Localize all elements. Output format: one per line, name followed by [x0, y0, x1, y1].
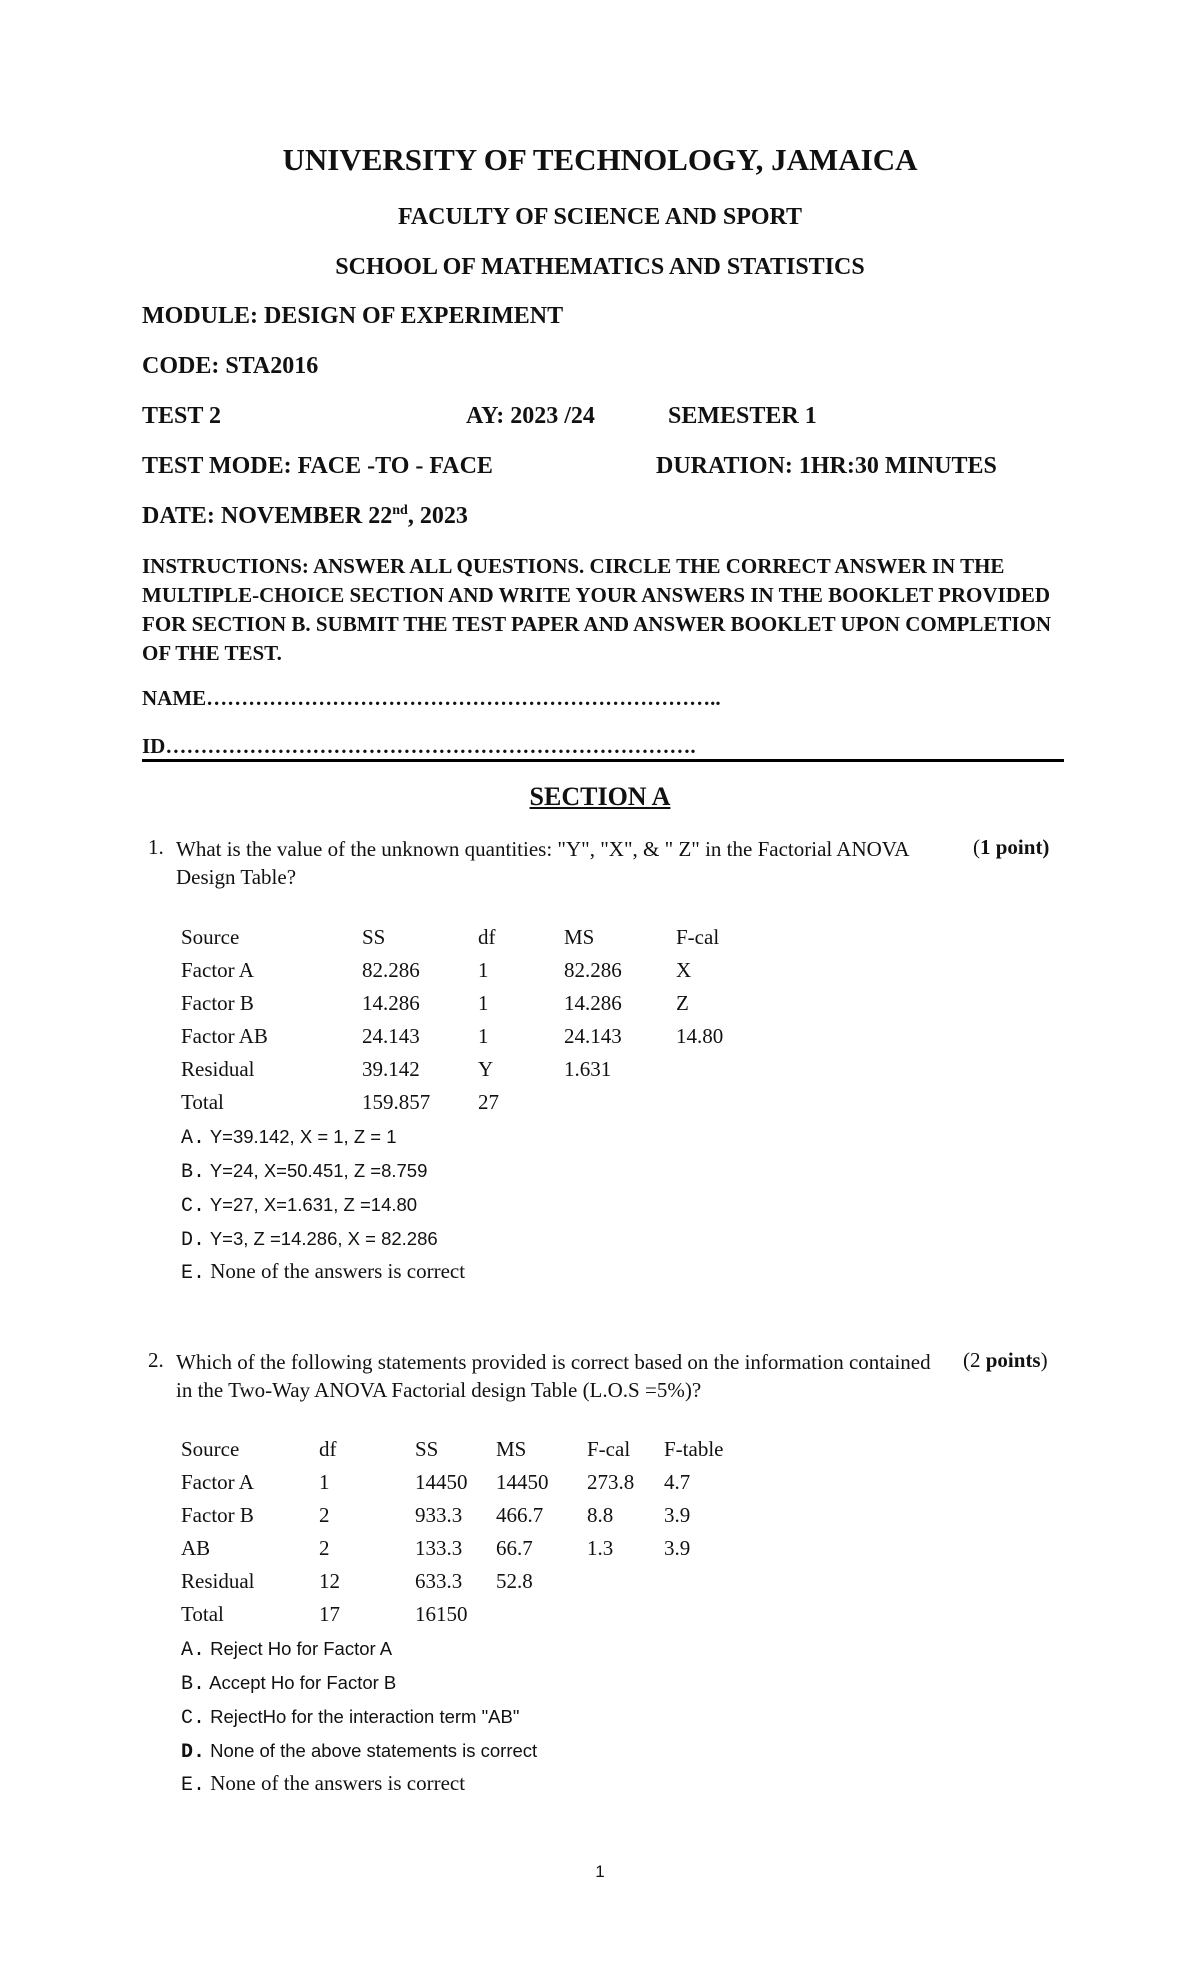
university-title: UNIVERSITY OF TECHNOLOGY, JAMAICA — [282, 142, 918, 177]
q2-option-e[interactable] — [181, 1771, 465, 1797]
q1-cell: 14.286 — [564, 991, 622, 1015]
q2-cell: 2 — [319, 1536, 330, 1560]
option-text: Y=3, Z =14.286, X = 82.286 — [209, 1228, 438, 1249]
school-title: SCHOOL OF MATHEMATICS AND STATISTICS — [335, 254, 865, 280]
q2-cell: Factor B — [181, 1503, 254, 1527]
option-letter: B. — [181, 1673, 206, 1696]
q2-cell: 933.3 — [415, 1503, 463, 1527]
q1-text: What is the value of the unknown quantities: "Y", "X", & " Z" in the Factorial ANOVA Design Table? — [176, 837, 909, 889]
q1-cell: 159.857 — [362, 1090, 431, 1114]
option-letter: E. — [181, 1262, 206, 1285]
q2-option-a[interactable] — [181, 1638, 392, 1662]
q2-th-source: Source — [181, 1437, 240, 1461]
q2-points-value: points — [985, 1348, 1041, 1372]
q2-number: 2. — [148, 1348, 164, 1372]
q1-cell: Factor B — [181, 991, 254, 1015]
header-divider — [142, 759, 1064, 762]
q2-cell: Factor A — [181, 1470, 254, 1494]
q1-cell: 1.631 — [564, 1057, 612, 1081]
q2-points-close: ) — [1040, 1348, 1048, 1372]
q1-cell: Z — [676, 991, 689, 1015]
option-letter: A. — [181, 1127, 206, 1150]
test-mode: TEST MODE: FACE -TO - FACE — [142, 453, 493, 479]
id-field[interactable]: ID…………………………………………………………………. — [142, 734, 696, 758]
option-text: Accept Ho for Factor B — [209, 1672, 397, 1693]
q2-cell: 3.9 — [664, 1503, 691, 1527]
name-field[interactable]: NAME……………………………………………………………….. — [142, 686, 721, 710]
option-text: None of the above statements is correct — [210, 1740, 538, 1761]
q2-cell: 2 — [319, 1503, 330, 1527]
option-letter: B. — [181, 1161, 206, 1184]
option-text: None of the answers is correct — [210, 1259, 466, 1283]
q2-cell: 14450 — [415, 1470, 468, 1494]
q2-cell: 66.7 — [496, 1536, 533, 1560]
option-letter: E. — [181, 1774, 206, 1797]
instructions: INSTRUCTIONS: ANSWER ALL QUESTIONS. CIRCLE THE CORRECT ANSWER IN THE MULTIPLE-CHOICE SECTION AND WRITE YOUR ANSWERS IN THE BOOKLET PROVIDED FOR SECTION B. SUBMIT THE TEST PAPER AND ANSWER BOOKLET UPON COMPLETION OF THE TEST. — [142, 554, 1052, 665]
q1-cell: 24.143 — [362, 1024, 420, 1048]
q1-cell: 82.286 — [362, 958, 420, 982]
q2-th-ms: MS — [496, 1437, 527, 1461]
duration: DURATION: 1HR:30 MINUTES — [656, 453, 997, 479]
q2-cell: 4.7 — [664, 1470, 691, 1494]
q1-option-d[interactable] — [181, 1228, 438, 1252]
q2-points-open: (2 — [963, 1348, 986, 1372]
q2-cell: 466.7 — [496, 1503, 544, 1527]
q2-cell: 1.3 — [587, 1536, 614, 1560]
option-text: None of the answers is correct — [210, 1771, 466, 1795]
q2-cell: 3.9 — [664, 1536, 691, 1560]
q2-option-b[interactable] — [181, 1672, 396, 1696]
q1-cell: 14.80 — [676, 1024, 724, 1048]
q2-th-df: df — [319, 1437, 337, 1461]
option-text: Y=24, X=50.451, Z =8.759 — [209, 1160, 428, 1181]
q1-option-b[interactable] — [181, 1160, 427, 1184]
test-number: TEST 2 — [142, 403, 221, 429]
q1-th-ms: MS — [564, 925, 595, 949]
q1-cell: Factor AB — [181, 1024, 268, 1048]
q1-cell: X — [676, 958, 692, 982]
q2-th-ftable: F-table — [664, 1437, 724, 1461]
q1-th-df: df — [478, 925, 496, 949]
q1-th-fcal: F-cal — [676, 925, 720, 949]
option-letter: A. — [181, 1639, 206, 1662]
q2-points — [963, 1348, 1048, 1373]
option-letter: C. — [181, 1195, 206, 1218]
q1-cell: 1 — [478, 991, 489, 1015]
q2-option-c[interactable] — [181, 1706, 519, 1730]
q1-option-a[interactable] — [181, 1126, 397, 1150]
section-title: SECTION A — [529, 782, 671, 811]
q2-cell: 1 — [319, 1470, 330, 1494]
q1-th-ss: SS — [362, 925, 386, 949]
date-superscript: nd — [392, 503, 408, 518]
semester: SEMESTER 1 — [668, 403, 817, 429]
test-date — [142, 503, 468, 530]
option-text: RejectHo for the interaction term "AB" — [210, 1706, 520, 1727]
q2-cell: 12 — [319, 1569, 340, 1593]
code-line: CODE: STA2016 — [142, 353, 319, 379]
q2-cell: 52.8 — [496, 1569, 533, 1593]
option-text: Y=27, X=1.631, Z =14.80 — [209, 1194, 418, 1215]
q2-cell: 17 — [319, 1602, 340, 1626]
q1-cell: 14.286 — [362, 991, 420, 1015]
date-year: , 2023 — [407, 503, 468, 529]
q1-cell: 24.143 — [564, 1024, 622, 1048]
q2-cell: 8.8 — [587, 1503, 614, 1527]
q2-cell: AB — [181, 1536, 211, 1560]
q1-cell: Factor A — [181, 958, 254, 982]
q1-cell: 1 — [478, 1024, 489, 1048]
q2-option-d[interactable] — [181, 1740, 537, 1764]
q2-cell: 14450 — [496, 1470, 549, 1494]
option-letter: C. — [181, 1707, 206, 1730]
page-number: 1 — [595, 1862, 605, 1881]
academic-year: AY: 2023 /24 — [466, 403, 595, 429]
q1-option-c[interactable] — [181, 1194, 417, 1218]
q1-points-open: ( — [973, 835, 980, 859]
q1-number: 1. — [148, 835, 164, 859]
option-letter: D. — [181, 1229, 206, 1252]
faculty-title: FACULTY OF SCIENCE AND SPORT — [397, 204, 803, 230]
q1-cell: 27 — [478, 1090, 499, 1114]
option-text: Reject Ho for Factor A — [210, 1638, 393, 1659]
date-text: DATE: NOVEMBER 22 — [142, 503, 393, 529]
q2-cell: 133.3 — [415, 1536, 463, 1560]
q1-cell: 1 — [478, 958, 489, 982]
option-text: Y=39.142, X = 1, Z = 1 — [209, 1126, 397, 1147]
q2-cell: 273.8 — [587, 1470, 635, 1494]
q1-cell: 82.286 — [564, 958, 622, 982]
q2-th-fcal: F-cal — [587, 1437, 631, 1461]
q2-text: Which of the following statements provided is correct based on the information contained in the Two-Way ANOVA Factorial design Table (L.O.S =5%)? — [176, 1350, 931, 1402]
q1-cell: 39.142 — [362, 1057, 420, 1081]
q1-th-source: Source — [181, 925, 240, 949]
q1-points-value: 1 point) — [980, 835, 1050, 859]
q2-cell: Total — [181, 1602, 224, 1626]
q1-cell: Total — [181, 1090, 224, 1114]
q2-cell: Residual — [181, 1569, 255, 1593]
q2-cell: 633.3 — [415, 1569, 463, 1593]
module-line: MODULE: DESIGN OF EXPERIMENT — [142, 303, 564, 329]
q1-points — [973, 835, 1049, 860]
q1-cell: Y — [478, 1057, 494, 1081]
q1-cell: Residual — [181, 1057, 255, 1081]
q1-option-e[interactable] — [181, 1259, 465, 1285]
option-letter: D. — [181, 1741, 206, 1764]
q2-cell: 16150 — [415, 1602, 468, 1626]
q2-th-ss: SS — [415, 1437, 439, 1461]
